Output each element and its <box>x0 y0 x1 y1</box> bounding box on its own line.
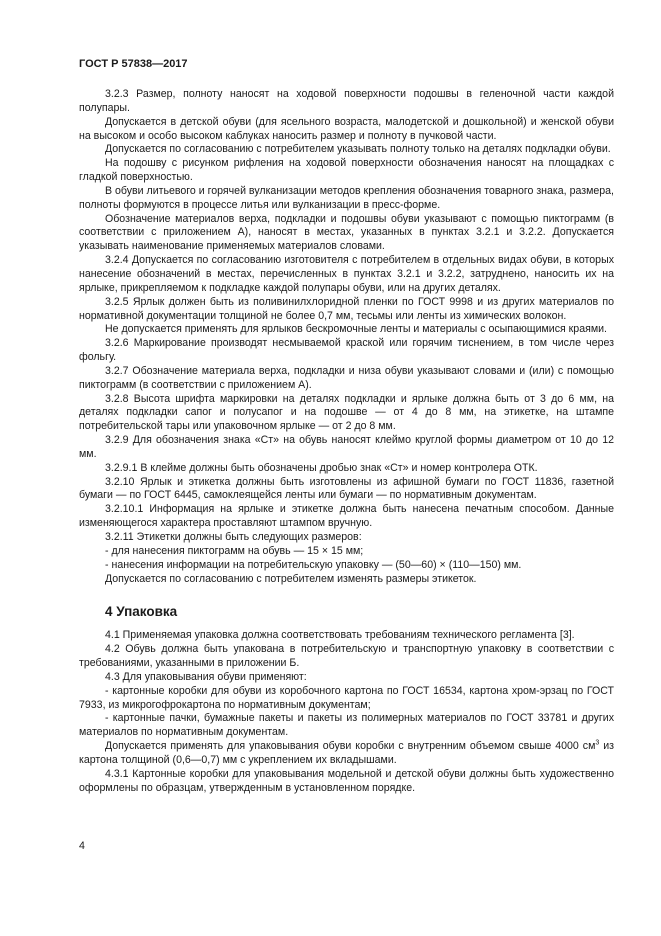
section-4-paragraphs <box>79 629 614 740</box>
paragraph: 3.2.10 Ярлык и этикетка должны быть изготовлены из афишной бумаги по ГОСТ 11836, газетной бумаги — по ГОСТ 6445, самоклеящейся ленты или бумаги — по нормативным документам. <box>79 475 614 502</box>
section-heading: 4 Упаковка <box>105 604 178 620</box>
section-3-2-paragraphs <box>79 88 614 586</box>
paragraph: 3.2.4 Допускается по согласованию изготовителя с потребителем в отдельных видах обуви, в которых нанесение обозначений в местах, перечисленных в пунктах 3.2.1 и 3.2.2, затруднено, наносить их на ярлыке, прикрепляемом к подкладке каждой полупары обуви, или на других деталях. <box>79 254 614 294</box>
paragraph: Допускается по согласованию с потребителем указывать полноту только на деталях подкладки обуви. <box>105 143 611 156</box>
document-header: ГОСТ Р 57838—2017 <box>79 58 188 70</box>
paragraph: 3.2.7 Обозначение материала верха, подкладки и низа обуви указывают словами и (или) с помощью пиктограмм (в соответствии с приложением А). <box>79 364 614 391</box>
paragraph: 4.1 Применяемая упаковка должна соответствовать требованиям технического регламента [3]. <box>105 629 575 642</box>
page-number: 4 <box>79 840 85 852</box>
superscript: 3 <box>595 739 600 747</box>
paragraph-text: Допускается применять для упаковывания обуви коробки с внутренним объемом свыше 4000 см <box>105 740 596 753</box>
paragraph: На подошву с рисунком рифления на ходовой поверхности обозначения наносят на площадках с гладкой поверхностью. <box>79 157 614 184</box>
paragraph: 4.2 Обувь должна быть упакована в потребительскую и транспортную упаковку в соответствии с требованиями, указанными в приложении Б. <box>79 643 614 670</box>
paragraph: 3.2.3 Размер, полноту наносят на ходовой поверхности подошвы в геленочной части каждой полупары. <box>79 88 614 114</box>
paragraph: 3.2.9.1 В клейме должны быть обозначены дробью знак «Ст» и номер контролера ОТК. <box>105 461 538 474</box>
paragraph: 3.2.11 Этикетки должны быть следующих размеров: <box>105 531 362 543</box>
document-body <box>79 88 614 796</box>
paragraph: 3.2.8 Высота шрифта маркировки на деталях подкладки и ярлыке должна быть от 3 до 6 мм, на деталях подкладки сапог и полусапог и на подошве — от 4 до 8 мм, на этикетке, на штампе потребительской тары или упаковочном ярлыке — от 2 до 8 мм. <box>79 392 614 433</box>
paragraph: - для нанесения пиктограмм на обувь — 15 × 15 мм; <box>105 544 364 557</box>
paragraph: - нанесения информации на потребительскую упаковку — (50—60) × (110—150) мм. <box>105 558 522 571</box>
paragraph: 3.2.9 Для обозначения знака «Ст» на обувь наносят клеймо круглой формы диаметром от 10 до 12 мм. <box>79 434 614 460</box>
paragraph: 3.2.6 Маркирование производят несмываемой краской или горячим тиснением, в том числе через фольгу. <box>79 337 614 364</box>
paragraph: Обозначение материалов верха, подкладки и подошвы обуви указывают с помощью пиктограмм (в соответствии с приложением А), наносят в местах, указанных в пунктах 3.2.1 и 3.2.2. Допускается указывать наименование применяемых материалов словами. <box>79 212 614 253</box>
paragraph-text: из картона толщиной (0,6—0,7) мм с укреплением их вкладышами. <box>79 740 615 766</box>
paragraph <box>79 740 614 768</box>
paragraph: 3.2.5 Ярлык должен быть из поливинилхлоридной пленки по ГОСТ 9998 и из других материалов по нормативной документации толщиной не более 0,7 мм, тесьмы или ленты из химических волокон. <box>79 295 614 322</box>
paragraph: 4.3 Для упаковывания обуви применяют: <box>105 670 307 683</box>
paragraph: - картонные пачки, бумажные пакеты и пакеты из полимерных материалов по ГОСТ 33781 и других материалов по нормативным документам. <box>79 712 614 739</box>
paragraph: - картонные коробки для обуви из коробочного картона по ГОСТ 16534, картона хром-эрзац по ГОСТ 7933, из микрогофрокартона по нормативным документам; <box>79 684 614 711</box>
paragraph: В обуви литьевого и горячей вулканизации методов крепления обозначения товарного знака, размера, полноты формуются в процессе литья или вулканизации в пресс-форме. <box>79 184 614 211</box>
paragraph: Допускается по согласованию с потребителем изменять размеры этикеток. <box>105 572 477 585</box>
paragraph: 4.3.1 Картонные коробки для упаковывания модельной и детской обуви должны быть художественно оформлены по образцам, утвержденным в установленном порядке. <box>79 767 614 794</box>
paragraph: 3.2.10.1 Информация на ярлыке и этикетке должна быть нанесена печатным способом. Данные изменяющегося характера проставляют штампом вручную. <box>79 503 614 530</box>
paragraph: Не допускается применять для ярлыков бескромочные ленты и материалы с осыпающимися краями. <box>105 323 607 336</box>
paragraph: Допускается в детской обуви (для ясельного возраста, малодетской и дошкольной) и женской обуви на высоком и особо высоком каблуках наносить размер и полноту в пучковой части. <box>79 115 614 142</box>
